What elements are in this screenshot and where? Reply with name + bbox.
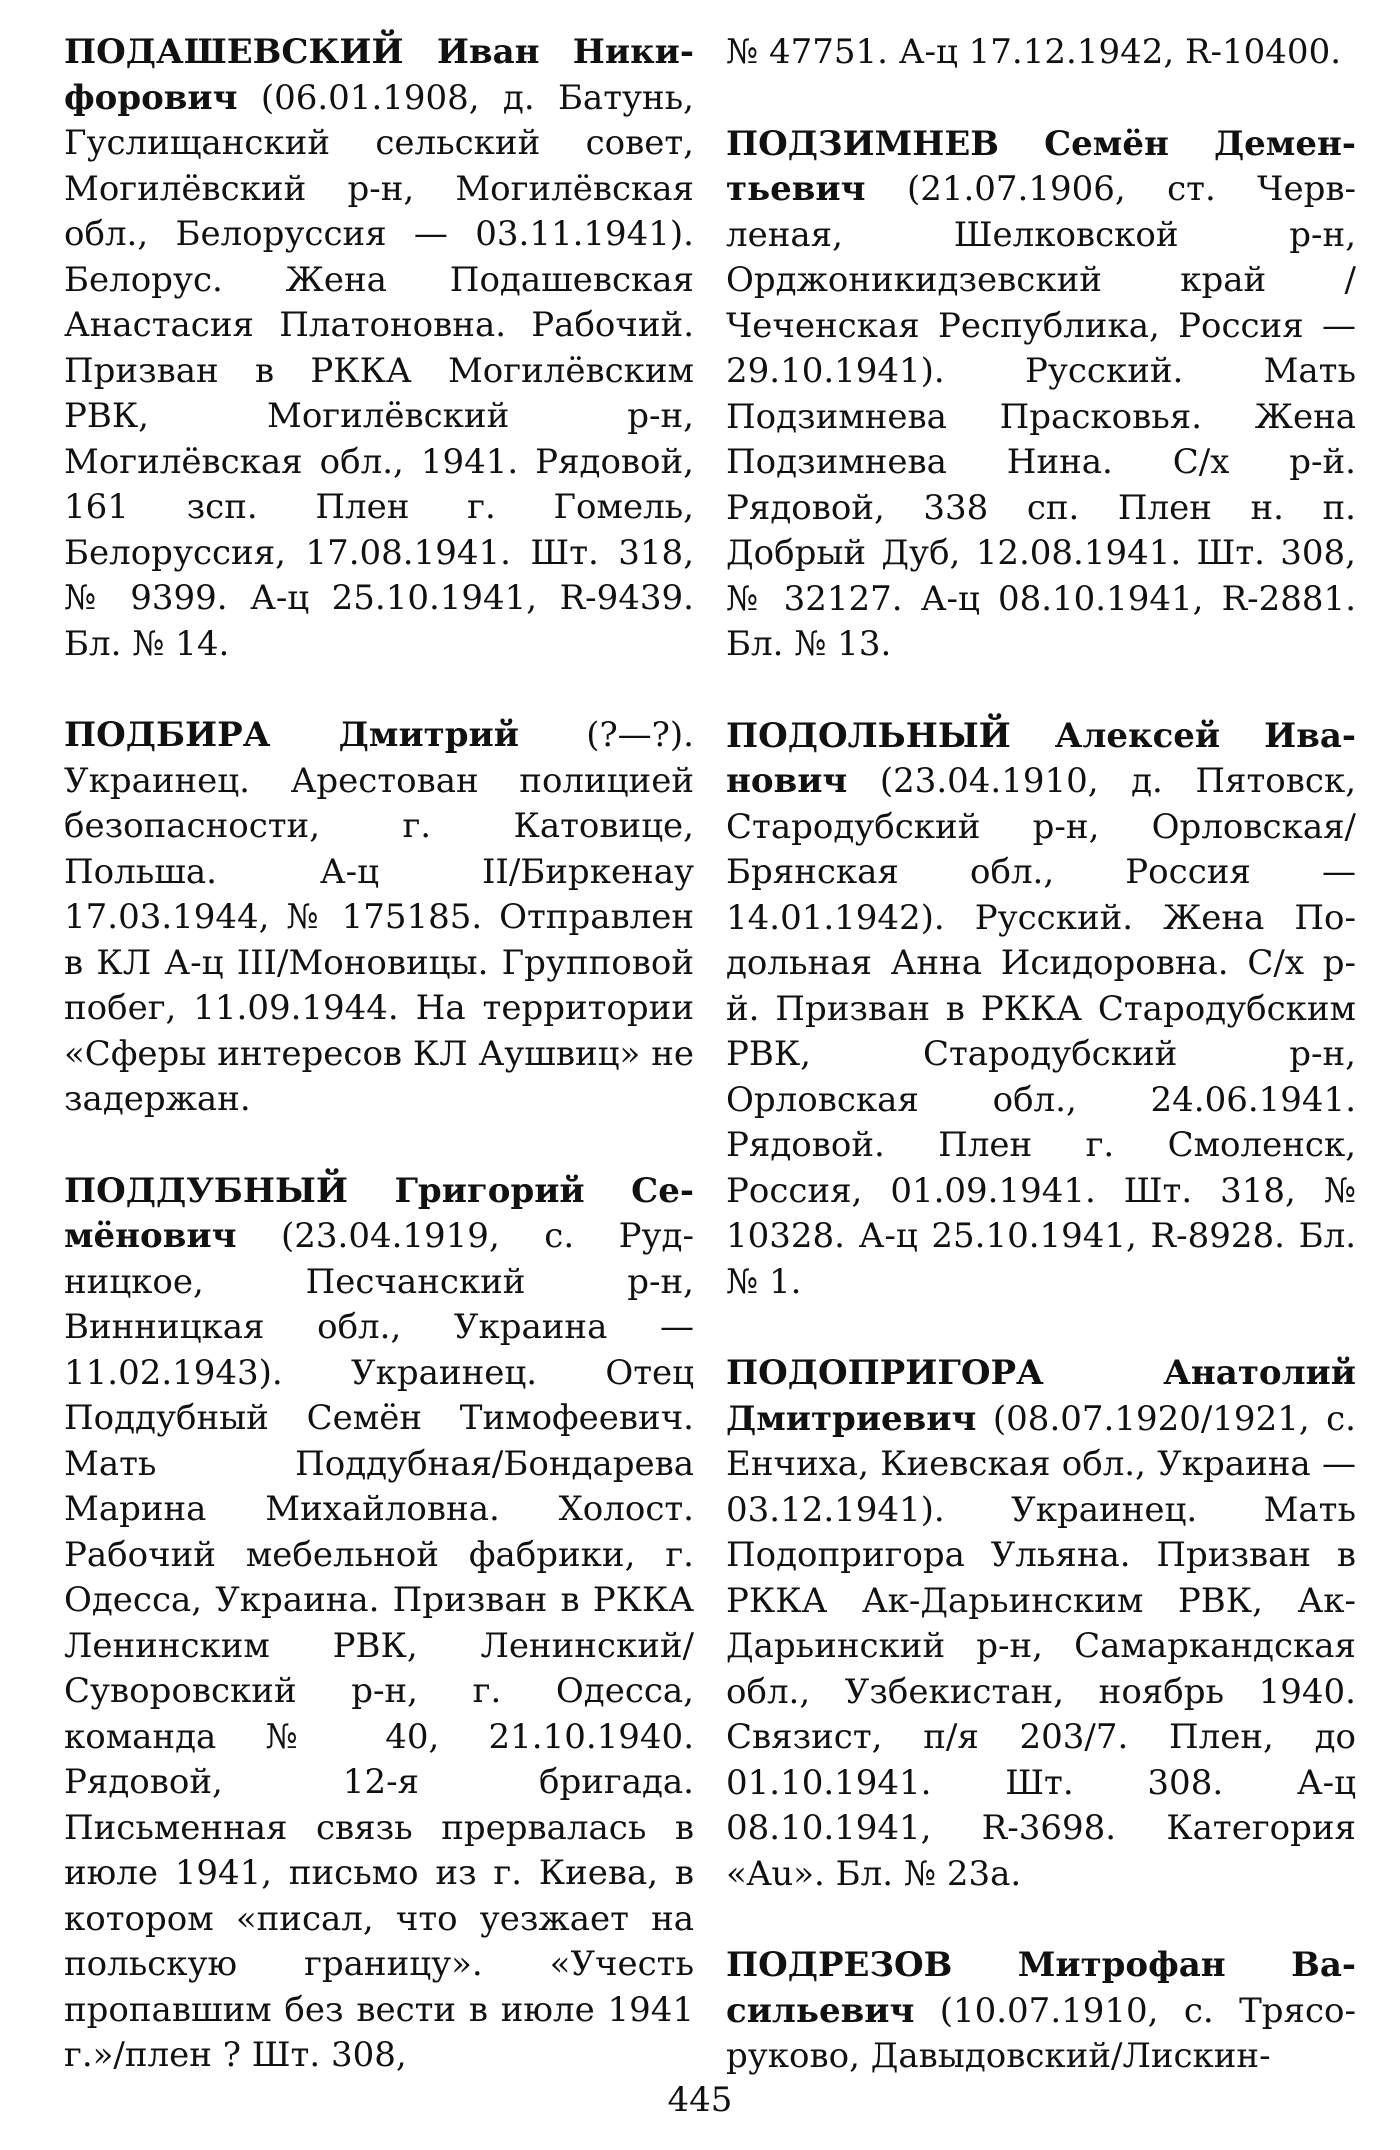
page-number: 445 [667, 2080, 733, 2120]
entry-text: (23.04.1919, с. Рудницкое, Песчанский р-н, Винницкая обл., Украина — 11.02.1943). Украинец. Отец Поддубный Семён Тимофеевич. Мать Поддубная/Бондарева Марина Михайловна. Холост. Рабочий мебельной фабрики, г. Одесса, Украина. Призван в РККА Ленинским РВК, Ленинский/Суворовский р-н, г. Одесса, команда № 40, 21.10.1940. Рядовой, 12-я бригада. Письменная связь прервалась в июле 1941, письмо из г. Киева, в котором «писал, что уезжает на польскую границу». «Учесть пропавшим без вести в июле 1941 г.»/плен ? Шт. 308, [64, 1216, 694, 2075]
entry-text: (06.01.1908, д. Батунь, Гуслищанский сельский совет, Могилёвский р-н, Могилёвская обл., Белоруссия — 03.11.1941). Белорус. Жена Подашевская Анастасия Платоновна. Рабочий. Призван в РККА Могилёвским РВК, Могилёвский р-н, Могилёвская обл., 1941. Рядовой, 161 зсп. Плен г. Гомель, Белоруссия, 17.08.1941. Шт. 318, № 9399. А-ц 25.10.1941, R-9439. Бл. № 14. [64, 77, 694, 664]
entry-podzimnev [726, 122, 1356, 668]
entry-text: № 47751. А-ц 17.12.1942, R-10400. [726, 32, 1342, 72]
entry-name: ПОДБИРА Дмитрий [64, 715, 519, 755]
entry-name: ПОДАШЕВСКИЙ Иван Никифорович [64, 32, 694, 118]
entry-podbira [64, 713, 694, 1123]
entry-podoprigora [726, 1351, 1356, 1897]
entry-continuation [726, 30, 1356, 76]
entry-name: ПОДДУБНЫЙ Григорий Семёнович [64, 1170, 694, 1256]
entry-podashevsky [64, 30, 694, 667]
entry-text: (21.07.1906, ст. Червленая, Шелковской р-н, Орджоникидзевский край / Чеченская Республика, Россия — 29.10.1941). Русский. Мать Подзимнева Прасковья. Жена Подзимнева Нина. С/х р-й. Рядовой, 338 сп. Плен н. п. Добрый Дуб, 12.08.1941. Шт. 308, № 32127. А-ц 08.10.1941, R-2881. Бл. № 13. [726, 169, 1356, 664]
entry-name: ПОДОЛЬНЫЙ Алексей Иванович [726, 715, 1356, 801]
entry-podolny [726, 714, 1356, 1306]
entry-text: (10.07.1910, с. Трясоруково, Давыдовский/Лискин- [726, 1990, 1356, 2076]
entry-name: ПОДЗИМНЕВ Семён Дементьевич [726, 123, 1356, 209]
entry-text: (?—?). Украинец. Арестован полицией безопасности, г. Катовице, Польша. А-ц II/Биркенау 17.03.1944, № 175185. Отправлен в КЛ А-ц III/Моновицы. Групповой побег, 11.09.1944. На территории «Сферы интересов КЛ Аушвиц» не задержан. [64, 715, 694, 1119]
right-column [726, 30, 1356, 2126]
left-column [64, 30, 694, 2125]
entry-podrezov [726, 1943, 1356, 2080]
entry-text: (23.04.1910, д. Пятовск, Стародубский р-н, Орловская/Брянская обл., Россия — 14.01.1942). Русский. Жена Подольная Анна Исидоровна. С/х р-й. Призван в РККА Стародубским РВК, Стародубский р-н, Орловская обл., 24.06.1941. Рядовой. Плен г. Смоленск, Россия, 01.09.1941. Шт. 318, № 10328. А-ц 25.10.1941, R-8928. Бл. № 1. [726, 761, 1356, 1302]
entry-poddubny [64, 1169, 694, 2079]
entry-text: (08.07.1920/1921, с. Енчиха, Киевская обл., Украина — 03.12.1941). Украинец. Мать Подопригора Ульяна. Призван в РККА Ак-Дарьинским РВК, Ак-Дарьинский р-н, Самаркандская обл., Узбекистан, ноябрь 1940. Связист, п/я 203/7. Плен, до 01.10.1941. Шт. 308. А-ц 08.10.1941, R-3698. Категория «Au». Бл. № 23а. [726, 1398, 1356, 1894]
entry-name: ПОДОПРИГОРА Анатолий Дмитриевич [726, 1353, 1356, 1439]
entry-name: ПОДРЕЗОВ Митрофан Васильевич [726, 1945, 1356, 2031]
